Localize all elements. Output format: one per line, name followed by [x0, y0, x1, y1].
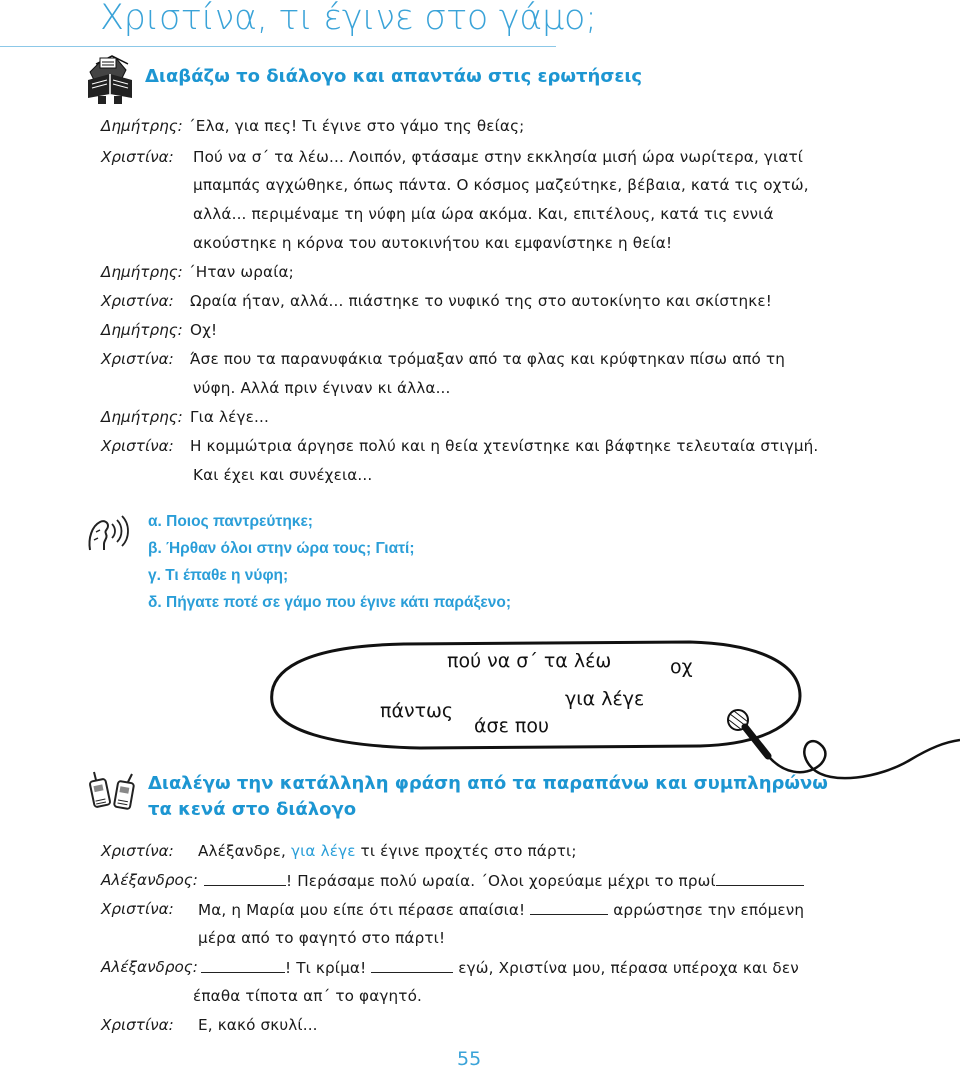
text: Αλέξανδρε,	[198, 842, 291, 860]
dialogue-line: μπαμπάς αγχώθηκε, όπως πάντα. Ο κόσμος μαζεύτηκε, βέβαια, κατά τις οχτώ,	[193, 176, 809, 194]
dialogue-line	[201, 958, 799, 977]
speaker-label: Δημήτρης:	[101, 263, 183, 281]
dialogue-line: ΄Ελα, για πες! Τι έγινε στο γάμο της θείας;	[188, 117, 525, 135]
reading-child-icon	[82, 50, 138, 106]
blank-field[interactable]	[530, 900, 608, 915]
bubble-phrase: οχ	[670, 656, 693, 678]
dialogue-line: νύφη. Αλλά πριν έγιναν κι άλλα...	[193, 379, 451, 397]
speaker-label: Χριστίνα:	[101, 292, 174, 310]
dialogue-line: μέρα από το φαγητό στο πάρτι!	[198, 929, 446, 947]
title-divider	[0, 46, 556, 47]
section-heading: Διαβάζω το διάλογο και απαντάω στις ερωτήσεις	[145, 66, 643, 87]
speaker-label: Χριστίνα:	[101, 900, 174, 918]
page-title: Χριστίνα, τι έγινε στο γάμο;	[100, 0, 597, 38]
speaker-label: Δημήτρης:	[101, 408, 183, 426]
dialogue-line: αλλά... περιμέναμε τη νύφη μία ώρα ακόμα. Και, επιτέλους, κατά τις εννιά	[193, 205, 774, 223]
dialogue-line: Πού να σ΄ τα λέω... Λοιπόν, φτάσαμε στην εκκλησία μισή ώρα νωρίτερα, γιατί	[193, 148, 804, 166]
speaker-label: Χριστίνα:	[101, 148, 174, 166]
dialogue-line	[198, 900, 804, 919]
speaker-label: Χριστίνα:	[101, 1016, 174, 1034]
blank-field[interactable]	[371, 958, 453, 973]
dialogue-line: Και έχει και συνέχεια...	[193, 466, 373, 484]
dialogue-line: Ωραία ήταν, αλλά... πιάστηκε το νυφικό της στο αυτοκίνητο και σκίστηκε!	[190, 292, 772, 310]
question-item: δ. Πήγατε ποτέ σε γάμο που έγινε κάτι παράξενο;	[148, 594, 511, 611]
question-item: α. Ποιος παντρεύτηκε;	[148, 513, 313, 530]
text: ! Περάσαμε πολύ ωραία. ΄Ολοι χορεύαμε μέχρι το πρωί	[286, 872, 716, 890]
bubble-phrase: πάντως	[380, 700, 454, 722]
example-answer: για λέγε	[291, 842, 356, 860]
dialogue-line: έπαθα τίποτα απ΄ το φαγητό.	[193, 987, 422, 1005]
dialogue-line: Άσε που τα παρανυφάκια τρόμαξαν από τα φλας και κρύφτηκαν πίσω από τη	[190, 350, 786, 368]
microphone-icon	[728, 710, 960, 778]
speaking-head-icon	[86, 510, 132, 556]
speaker-label: Δημήτρης:	[101, 117, 183, 135]
speaker-label: Αλέξανδρος:	[101, 958, 198, 976]
speaker-label: Δημήτρης:	[101, 321, 183, 339]
text: αρρώστησε την επόμενη	[608, 901, 805, 919]
bubble-phrase: για λέγε	[565, 688, 645, 710]
question-item: γ. Τι έπαθε η νύφη;	[148, 567, 289, 584]
blank-field[interactable]	[716, 871, 804, 886]
dialogue-line: ακούστηκε η κόρνα του αυτοκινήτου και εμφανίστηκε η θεία!	[193, 234, 673, 252]
section-heading: Διαλέγω την κατάλληλη φράση από τα παραπάνω και συμπληρώνω τα κενά στο διάλογο	[148, 773, 828, 820]
dialogue-line	[204, 871, 804, 890]
question-item: β. Ήρθαν όλοι στην ώρα τους; Γιατί;	[148, 540, 415, 557]
dialogue-line: Οχ!	[190, 321, 218, 339]
dialogue-line	[198, 842, 577, 860]
text: τι έγινε προχτές στο πάρτι;	[355, 842, 577, 860]
bubble-phrase: πού να σ΄ τα λέω	[447, 650, 612, 672]
dialogue-line: ΄Ηταν ωραία;	[188, 263, 294, 281]
dialogue-line: Η κομμώτρια άργησε πολύ και η θεία χτενίστηκε και βάφτηκε τελευταία στιγμή.	[190, 437, 819, 455]
speaker-label: Χριστίνα:	[101, 842, 174, 860]
blank-field[interactable]	[201, 958, 285, 973]
walkie-talkie-icon	[86, 768, 140, 814]
text: ! Τι κρίμα!	[285, 959, 372, 977]
speaker-label: Χριστίνα:	[101, 437, 174, 455]
blank-field[interactable]	[204, 871, 286, 886]
text: Μα, η Μαρία μου είπε ότι πέρασε απαίσια!	[198, 901, 531, 919]
dialogue-line: Για λέγε...	[190, 408, 269, 426]
bubble-phrase: άσε που	[474, 715, 549, 737]
text: εγώ, Χριστίνα μου, πέρασα υπέροχα και δεν	[453, 959, 799, 977]
speaker-label: Χριστίνα:	[101, 350, 174, 368]
speaker-label: Αλέξανδρος:	[101, 871, 198, 889]
dialogue-line: Ε, κακό σκυλί...	[198, 1016, 318, 1034]
page-number: 55	[457, 1048, 482, 1070]
